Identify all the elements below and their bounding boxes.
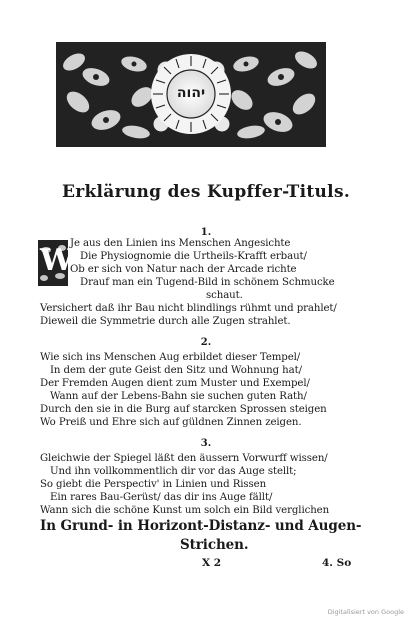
stanza-number: 3.: [200, 438, 212, 449]
verse-line: So giebt die Perspectiv' in Linien und Rissen: [40, 479, 267, 490]
verse-line: Und ihn vollkommentlich dir vor das Auge stellt;: [50, 466, 297, 477]
page-title: Erklärung des Kupffer-Tituls.: [61, 182, 351, 202]
verse-line: Wo Preiß und Ehre sich auf güldnen Zinnen zeigen.: [40, 417, 302, 428]
verse-line: Ob er sich von Natur nach der Arcade richte: [70, 264, 297, 275]
verse-line: Dieweil die Symmetrie durch alle Zugen strahlet.: [40, 316, 291, 327]
verse-line: In dem der gute Geist den Sitz und Wohnung hat/: [50, 365, 302, 376]
verse-line: schaut.: [206, 290, 243, 301]
verse-line: Durch den sie in die Burg auf starcken Sprossen steigen: [40, 404, 327, 415]
ornament-hebrew-text: יהוה: [176, 85, 206, 101]
verse-line: Versichert daß ihr Bau nicht blindlings rühmt und prahlet/: [40, 303, 337, 314]
verse-line: Gleichwie der Spiegel läßt den äussern Vorwurff wissen/: [40, 453, 328, 464]
verse-line: In Grund- in Horizont-Distanz- und Augen-: [40, 518, 362, 534]
verse-line: Drauf man ein Tugend-Bild in schönem Schmucke: [80, 277, 335, 288]
verse-line: Strichen.: [180, 537, 249, 553]
verse-line: Die Physiognomie die Urtheils-Krafft erbaut/: [80, 251, 307, 262]
verse-line: Wann auf der Lebens-Bahn sie suchen guten Rath/: [50, 391, 307, 402]
verse-line: Wie sich ins Menschen Aug erbildet dieser Tempel/: [40, 352, 301, 363]
stanza-number: 1.: [200, 227, 212, 238]
verse-line: Je aus den Linien ins Menschen Angesichte: [70, 238, 291, 249]
verse-line: Wann sich die schöne Kunst um solch ein Bild verglichen: [40, 505, 330, 516]
verse-line: Der Fremden Augen dient zum Muster und Exempel/: [40, 378, 310, 389]
signature-mark: X 2: [202, 557, 222, 569]
stanza-number: 2.: [200, 337, 212, 348]
catchword: 4. So: [322, 557, 352, 569]
verse-line: Ein rares Bau-Gerüst/ das dir ins Auge fällt/: [50, 492, 273, 503]
decorated-initial-letter: W: [40, 243, 74, 278]
digitization-watermark: Digitalisiert von Google: [327, 608, 404, 616]
